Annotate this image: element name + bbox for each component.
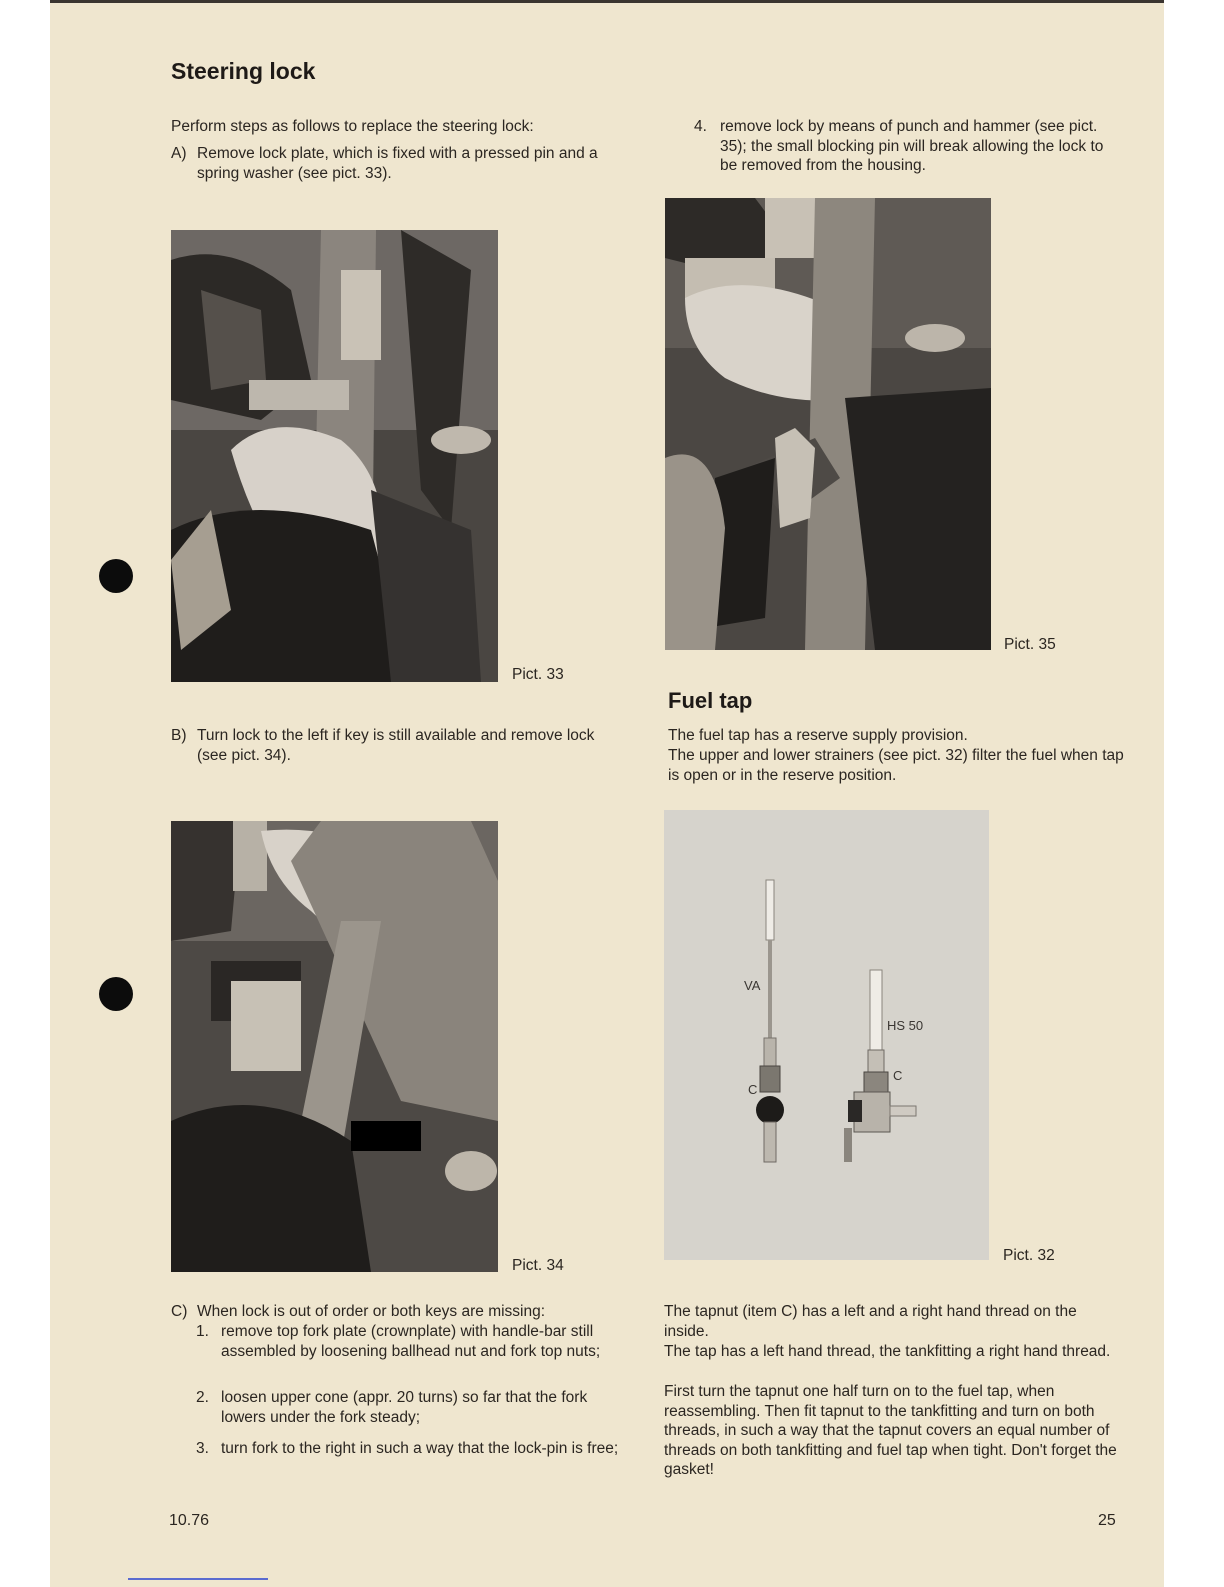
photo-pict-35 [665,198,991,650]
sub-step-3-number: 3. [196,1440,209,1457]
page-number: 25 [1098,1512,1116,1529]
section-title-steering-lock: Steering lock [171,58,316,84]
caption-pict-33: Pict. 33 [512,666,564,683]
photo-pict-32 [664,810,989,1260]
left-margin [0,0,50,1584]
step-b-text: Turn lock to the left if key is still available and remove lock (see pict. 34). [197,727,595,764]
step-a-marker: A) [171,145,187,162]
sub-step-3-text: turn fork to the right in such a way that the lock-pin is free; [221,1440,619,1457]
fuel-body-1: The tapnut (item C) has a left and a right hand thread on the inside. [664,1303,1077,1340]
section-title-fuel-tap: Fuel tap [668,688,753,713]
sub-step-2-text: loosen upper cone (appr. 20 turns) so far that the fork lowers under the fork steady; [221,1389,588,1426]
step-b [171,726,627,765]
footer-date: 10.76 [169,1512,210,1529]
fuel-body-3: First turn the tapnut one half turn on to the fuel tap, when reassembling. Then fit tapnut to the tankfitting and turn on both threads, in such a way that the tapnut covers an equal number of threads on both tankfitting and fuel tap when tight. Don't forget the gasket! [664,1383,1117,1478]
step-c-text: When lock is out of order or both keys are missing: [197,1303,546,1320]
step-c [171,1302,627,1322]
fuel-body-2: The tap has a left hand thread, the tankfitting a right hand thread. [664,1343,1111,1360]
label-c-left: C [748,1082,758,1097]
sub-step-4 [694,117,1120,176]
right-margin [1164,0,1224,1584]
step-a-text: Remove lock plate, which is fixed with a pressed pin and a spring washer (see pict. 33). [197,145,598,182]
fuel-intro-2: The upper and lower strainers (see pict. 32) filter the fuel when tap is open or in the reserve position. [668,747,1124,784]
punch-hole-top [99,559,133,593]
step-b-marker: B) [171,727,187,744]
punch-hole-bottom [99,977,133,1011]
sub-step-4-text: remove lock by means of punch and hammer (see pict. 35); the small blocking pin will break allowing the lock to be removed from the housing. [720,118,1104,174]
caption-pict-34: Pict. 34 [512,1257,564,1274]
sub-step-2-number: 2. [196,1389,209,1406]
intro-text: Perform steps as follows to replace the steering lock: [171,118,534,135]
step-a [171,144,627,183]
sub-step-1-number: 1. [196,1323,209,1340]
label-va: VA [744,978,761,993]
step-c-marker: C) [171,1303,188,1320]
fuel-intro-1: The fuel tap has a reserve supply provision. [668,727,968,744]
photo-pict-33 [171,230,498,682]
photo-pict-34 [171,821,498,1272]
sub-step-4-number: 4. [694,118,707,135]
caption-pict-32: Pict. 32 [1003,1247,1055,1264]
sub-step-1-text: remove top fork plate (crownplate) with handle-bar still assembled by loosening ballhead nut and fork top nuts; [221,1323,601,1360]
sub-step-1 [196,1322,626,1361]
caption-pict-35: Pict. 35 [1004,636,1056,653]
label-c-right: C [893,1068,903,1083]
link-underline [128,1578,268,1580]
sub-step-3 [196,1439,626,1459]
sub-step-2 [196,1388,626,1427]
label-hs50: HS 50 [887,1018,924,1033]
